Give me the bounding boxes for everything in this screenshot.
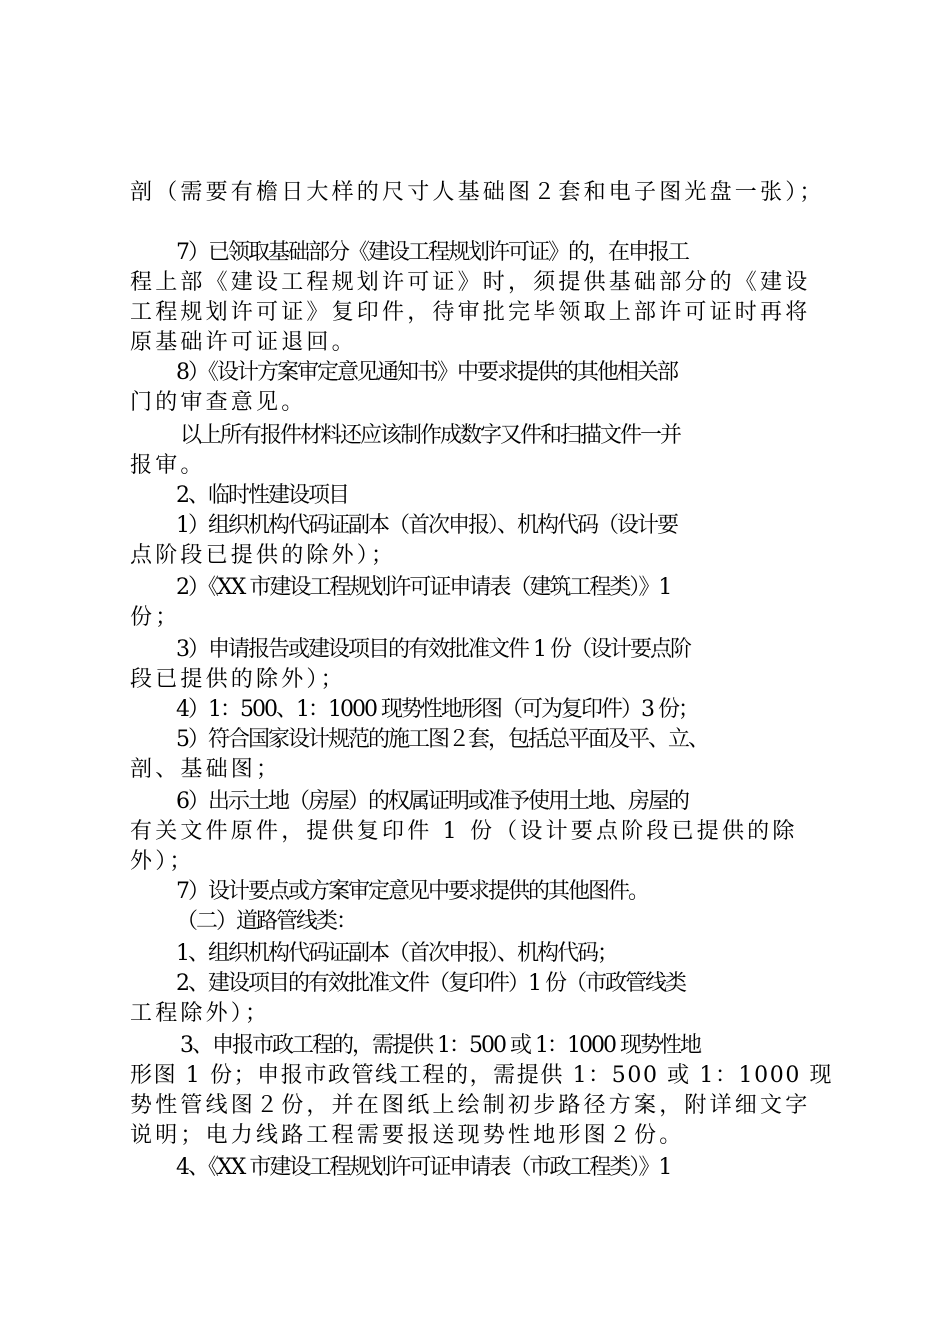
text-line: 1）组织机构代码证副本（首次申报）、机构代码（设计要 (176, 513, 677, 538)
text-line: 段已提供的除外）； (130, 667, 346, 692)
text-line: 4）1：500、1：1000 现势性地形图（可为复印件）3 份； (176, 697, 698, 722)
section-heading: （二）道路管线类： (176, 909, 357, 934)
text-line: 5）符合国家设计规范的施工图２套，包括总平面及平、立、 (176, 727, 708, 752)
text-line: 2、建设项目的有效批准文件（复印件）1 份（市政管线类 (176, 971, 685, 996)
text-line: 3、申报市政工程的，需提供 1：500 或 1：1000 现势性地 (180, 1033, 700, 1058)
text-line: 7）已领取基础部分《建设工程规划许可证》的，在申报工 (176, 240, 688, 265)
text-line: 1、组织机构代码证副本（首次申报）、机构代码； (176, 941, 617, 966)
text-line: 6）出示土地（房屋）的权属证明或准予使用土地、房屋的 (176, 789, 688, 814)
section-heading: 2、临时性建设项目 (176, 483, 348, 508)
text-line: 报审。 (130, 453, 206, 478)
text-line: 工程规划许可证》复印件，待审批完毕领取上部许可证时再将 (130, 300, 811, 325)
text-line: 8）《设计方案审定意见通知书》中要求提供的其他相关部 (176, 360, 677, 385)
text-line: 剖、基础图； (130, 757, 282, 782)
text-line: 说明；电力线路工程需要报送现势性地形图２份。 (130, 1123, 685, 1148)
text-line: 外）； (130, 849, 195, 874)
text-line: 2）《XX 市建设工程规划许可证申请表（建筑工程类）》1 (176, 575, 671, 600)
text-line: 7）设计要点或方案审定意见中要求提供的其他图件。 (176, 879, 648, 904)
text-line: 门的审查意见。 (130, 390, 307, 415)
text-line: 3）申请报告或建设项目的有效批准文件 1 份（设计要点阶 (176, 637, 690, 662)
text-line: 点阶段已提供的除外）； (130, 543, 397, 568)
text-line: 工程除外）； (130, 1001, 271, 1026)
text-line: 原基础许可证退回。 (130, 330, 357, 355)
text-line: 份； (130, 605, 181, 630)
text-line: 势性管线图２份，并在图纸上绘制初步路径方案，附详细文字 (130, 1093, 811, 1118)
text-line: 剖（需要有檐日大样的尺寸人基础图２套和电子图光盘一张）； (130, 180, 825, 205)
text-line: 以上所有报件材料还应该制作成数字又件和扫描文件一并 (180, 423, 681, 448)
text-line: 形图 1 份；申报市政管线工程的，需提供 1：500 或 1：1000 现 (130, 1063, 834, 1088)
text-line: 4、《XX 市建设工程规划许可证申请表（市政工程类）》1 (176, 1155, 671, 1180)
text-line: 程上部《建设工程规划许可证》时，须提供基础部分的《建设 (130, 270, 811, 295)
text-line: 有关文件原件，提供复印件 1 份（设计要点阶段已提供的除 (130, 819, 798, 844)
